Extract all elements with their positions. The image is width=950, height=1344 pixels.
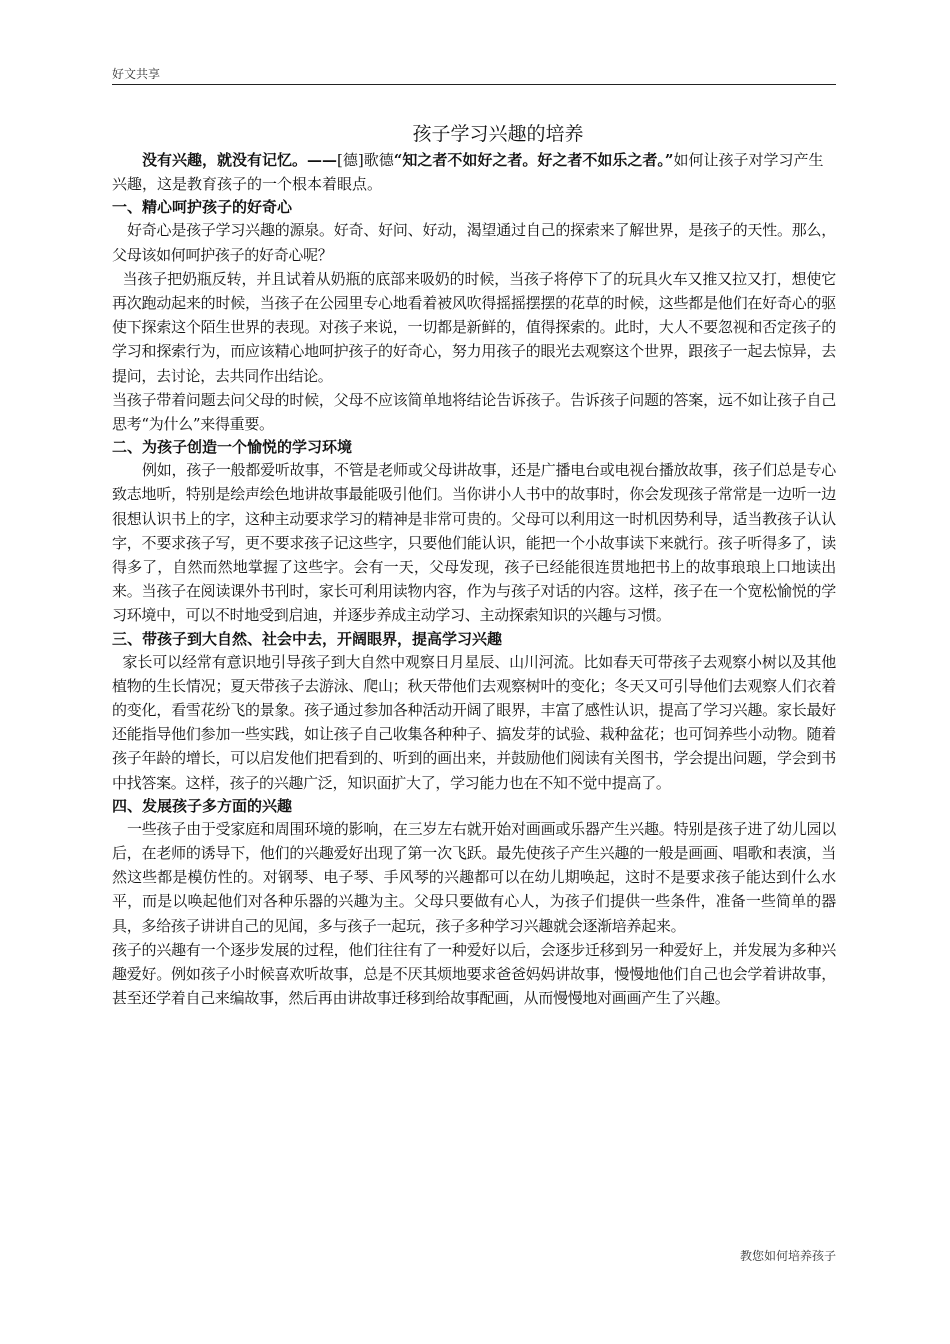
section-3-paragraph-1: 家长可以经常有意识地引导孩子到大自然中观察日月星辰、山川河流。比如春天可带孩子去观察小树以及其他植物的生长情况；夏天带孩子去游泳、爬山；秋天带他们去观察树叶的变化；冬天又可引导他们去观察人们衣着的变化，看雪花纷飞的景象。孩子通过参加各种活动开阔了眼界，丰富了感性认识，提高了学习兴趣。家长最好还能指导他们参加一些实践，如让孩子自己收集各种种子、搞发芽的试验、栽种盆花；也可饲养些小动物。随着孩子年龄的增长，可以启发他们把看到的、听到的画出来，并鼓励他们阅读有关图书，学会提出问题，学会到书中找答案。这样，孩子的兴趣广泛，知识面扩大了，学习能力也在不知不觉中提高了。	[112, 652, 836, 792]
page-header	[112, 66, 836, 85]
footer-text: 教您如何培养孩子	[739, 1249, 836, 1263]
section-1-paragraph-1: 好奇心是孩子学习兴趣的源泉。好奇、好问、好动，渴望通过自己的探索来了解世界，是孩子的天性。那么，父母该如何呵护孩子的好奇心呢？	[112, 221, 836, 264]
document-body	[112, 120, 836, 1011]
intro-source: [德]歌德	[337, 151, 394, 169]
section-2-heading: 二、为孩子创造一个愉悦的学习环境	[112, 438, 353, 457]
section-2-paragraph-1: 例如，孩子一般都爱听故事，不管是老师或父母讲故事，还是广播电台或电视台播放故事，孩子们总是专心致志地听，特别是绘声绘色地讲故事最能吸引他们。当你讲小人书中的故事时，你会发现孩子常常是一边听一边很想认识书上的字，这种主动要求学习的精神是非常可贵的。父母可以利用这一时机因势利导，适当教孩子认认字，不要求孩子写，更不要求孩子记这些字，只要他们能认识，能把一个小故事读下来就行。孩子听得多了，读得多了，自然而然地掌握了这些字。会有一天，父母发现，孩子已经能很连贯地把书上的故事琅琅上口地读出来。当孩子在阅读课外书刊时，家长可利用读物内容，作为与孩子对话的内容。这样，孩子在一个宽松愉悦的学习环境中，可以不时地受到启迪，并逐步养成主动学习、主动探索知识的兴趣与习惯。	[112, 461, 836, 625]
intro-rest: 如何让孩子对学习产生兴趣，这是教育孩子的一个根本着眼点。	[112, 151, 824, 194]
document-title: 孩子学习兴趣的培养	[412, 123, 584, 145]
intro-quote-2: “知之者不如好之者。好之者不如乐之者。”	[393, 151, 674, 169]
intro-quote-1: 没有兴趣，就没有记忆。——	[142, 151, 338, 169]
intro-paragraph	[112, 148, 836, 196]
section-1-paragraph-3: 当孩子带着问题去问父母的时候，父母不应该简单地将结论告诉孩子。告诉孩子问题的答案，远不如让孩子自己思考“为什么”来得重要。	[112, 390, 836, 434]
section-4-heading: 四、发展孩子多方面的兴趣	[112, 796, 293, 815]
section-1-paragraph-2: 当孩子把奶瓶反转，并且试着从奶瓶的底部来吸奶的时候，当孩子将停下了的玩具火车又推又拉又打，想使它再次跑动起来的时候，当孩子在公园里专心地看着被风吹得摇摇摆摆的花草的时候，这些都是他们在好奇心的驱使下探索这个陌生世界的表现。对孩子来说，一切都是新鲜的，值得探索的。此时，大人不要忽视和否定孩子的学习和探索行为，而应该精心地呵护孩子的好奇心，努力用孩子的眼光去观察这个世界，跟孩子一起去惊异，去提问，去讨论，去共同作出结论。	[112, 269, 836, 385]
section-4-paragraph-1: 一些孩子由于受家庭和周围环境的影响，在三岁左右就开始对画画或乐器产生兴趣。特别是孩子进了幼儿园以后，在老师的诱导下，他们的兴趣爱好出现了第一次飞跃。最先使孩子产生兴趣的一般是画画、唱歌和表演，当然这些都是模仿性的。对钢琴、电子琴、手风琴的兴趣都可以在幼儿期唤起，这时不是要求孩子能达到什么水平，而是以唤起他们对各种乐器的兴趣为主。父母只要做有心人，为孩子们提供一些条件，准备一些简单的器具，多给孩子讲讲自己的见闻，多与孩子一起玩，孩子多种学习兴趣就会逐渐培养起来。	[112, 819, 836, 935]
header-text: 好文共享	[112, 67, 161, 81]
section-4-paragraph-2: 孩子的兴趣有一个逐步发展的过程，他们往往有了一种爱好以后，会逐步迁移到另一种爱好上，并发展为多种兴趣爱好。例如孩子小时候喜欢听故事，总是不厌其烦地要求爸爸妈妈讲故事，慢慢地他们自己也会学着讲故事，甚至还学着自己来编故事，然后再由讲故事迁移到给故事配画，从而慢慢地对画画产生了兴趣。	[112, 940, 836, 1008]
section-1-heading: 一、精心呵护孩子的好奇心	[112, 198, 293, 217]
page-footer	[700, 1248, 836, 1264]
section-3-heading: 三、带孩子到大自然、社会中去，开阔眼界，提高学习兴趣	[112, 629, 503, 648]
